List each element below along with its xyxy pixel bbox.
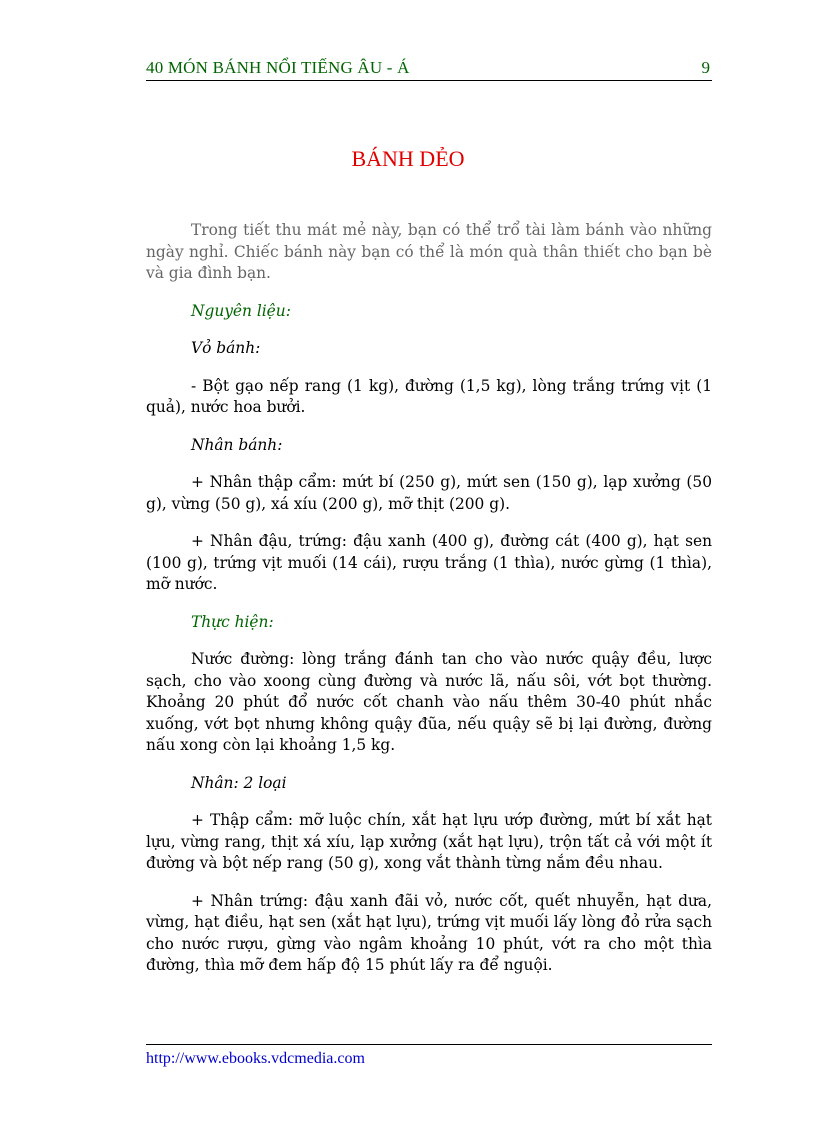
page-header bbox=[146, 56, 712, 81]
filling-heading: Nhân bánh: bbox=[191, 435, 283, 454]
page-number: 9 bbox=[701, 58, 710, 77]
crust-ingredients: - Bột gạo nếp rang (1 kg), đường (1,5 kg), lòng trắng trứng vịt (1 quả), nước hoa bưởi. bbox=[146, 376, 712, 416]
footer-link[interactable]: http://www.ebooks.vdcmedia.com bbox=[146, 1050, 365, 1067]
page-footer bbox=[146, 1044, 712, 1068]
filling-bean-ingredients: + Nhân đậu, trứng: đậu xanh (400 g), đường cát (400 g), hạt sen (100 g), trứng vịt muối (14 cái), rượu trắng (1 thìa), nước gừng (1 thìa), mỡ nước. bbox=[146, 532, 712, 593]
book-title: 40 MÓN BÁNH NỔI TIẾNG ÂU - Á bbox=[146, 58, 410, 77]
recipe-content bbox=[146, 220, 712, 993]
ingredients-heading: Nguyên liệu: bbox=[191, 301, 291, 320]
method-heading: Thực hiện: bbox=[191, 612, 274, 631]
egg-filling-instructions: + Nhân trứng: đậu xanh đãi vỏ, nước cốt, quết nhuyễn, hạt dưa, vừng, hạt điều, hạt sen (xắt hạt lựu), trứng vịt muối lấy lòng đỏ rửa sạch cho nước rượu, gừng vào ngâm khoảng 10 phút, vớt ra cho một thìa đường, thìa mỡ đem hấp độ 15 phút lấy ra để nguội. bbox=[146, 891, 712, 974]
filling-mixed-ingredients: + Nhân thập cẩm: mứt bí (250 g), mứt sen (150 g), lạp xưởng (50 g), vừng (50 g), xá xíu (200 g), mỡ thịt (200 g). bbox=[146, 473, 712, 513]
syrup-instructions: Nước đường: lòng trắng đánh tan cho vào nước quậy đều, lược sạch, cho vào xoong cùng đường và nước lã, nấu sôi, vớt bọt thường. Khoảng 20 phút đổ nước cốt chanh vào nấu thêm 30-40 phút nhắc xuống, vớt bọt nhưng không quậy đũa, nếu quậy sẽ bị lại đường, đường nấu xong còn lại khoảng 1,5 kg. bbox=[146, 650, 712, 754]
recipe-title: BÁNH DẺO bbox=[351, 146, 465, 171]
crust-heading: Vỏ bánh: bbox=[191, 339, 261, 357]
mixed-filling-instructions: + Thập cẩm: mỡ luộc chín, xắt hạt lựu ướp đường, mứt bí xắt hạt lựu, vừng rang, thịt xá xíu, lạp xưởng (xắt hạt lựu), trộn tất cả với một ít đường và bột nếp rang (50 g), xong vắt thành từng nắm đều nhau. bbox=[146, 811, 712, 872]
intro-paragraph: Trong tiết thu mát mẻ này, bạn có thể trổ tài làm bánh vào những ngày nghỉ. Chiếc bánh này bạn có thể là món quà thân thiết cho bạn bè và gia đình bạn. bbox=[146, 221, 712, 282]
filling-types-heading: Nhân: 2 loại bbox=[191, 773, 287, 792]
